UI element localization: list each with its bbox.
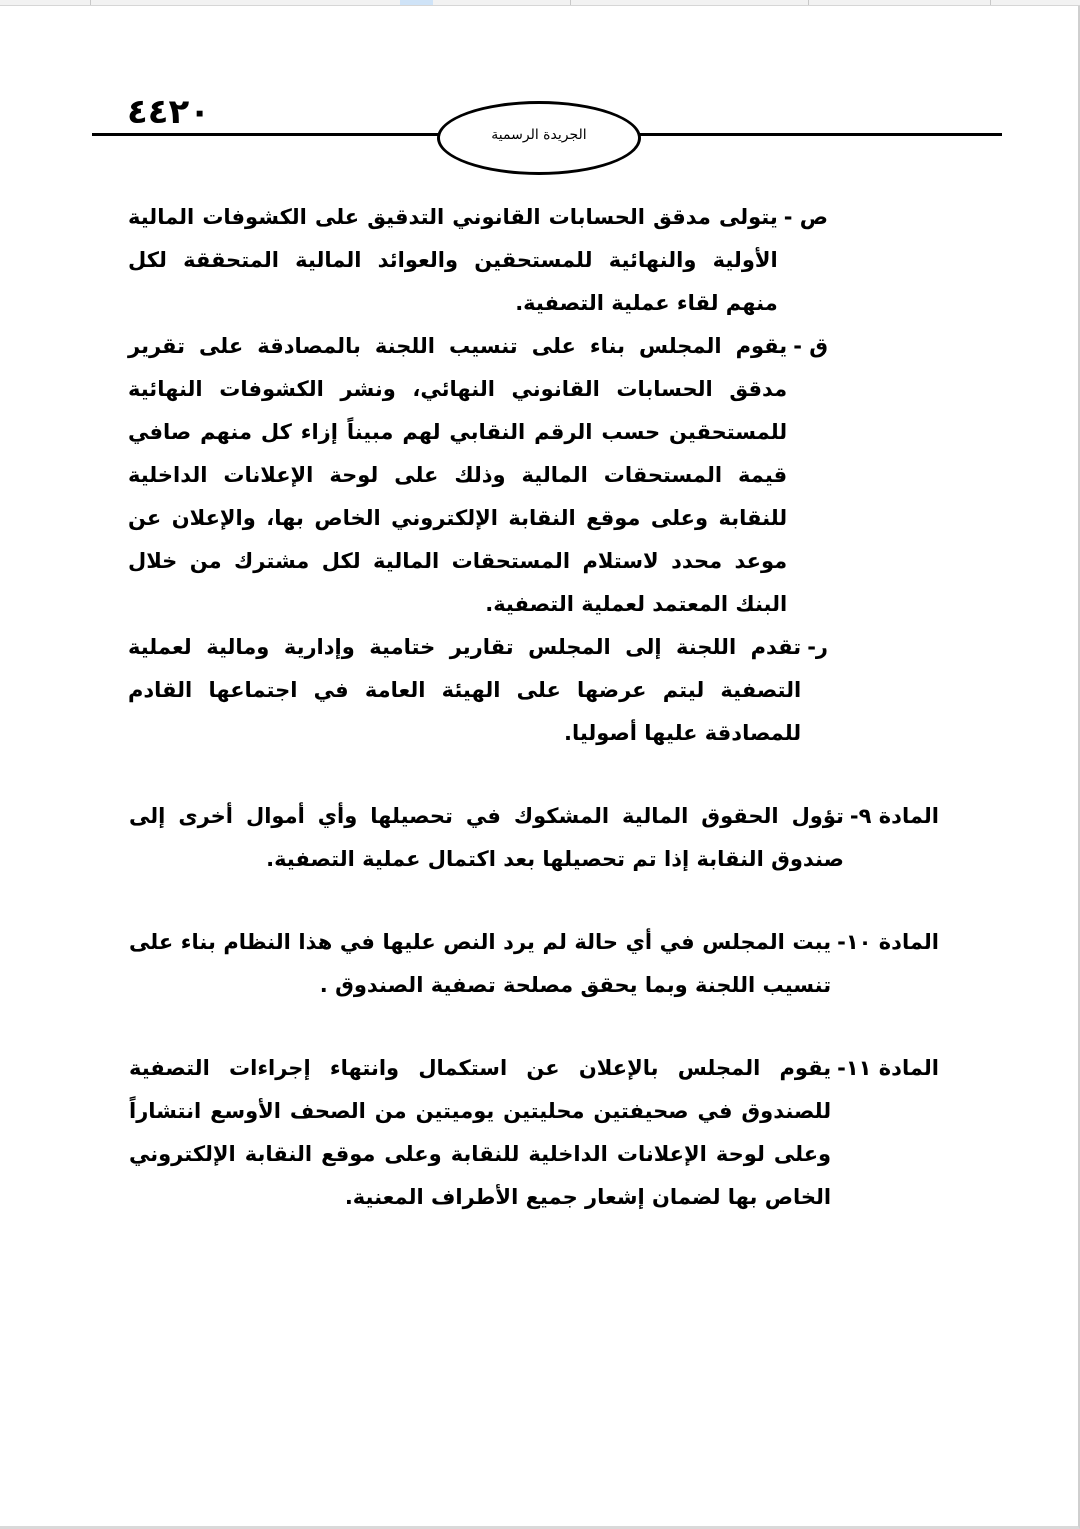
strip-divider: [570, 0, 571, 5]
gazette-header-oval: [437, 101, 641, 175]
article-text: تؤول الحقوق المالية المشكوك في تحصيلها وأي أموال أخرى إلى صندوق النقابة إذا تم تحصيلها بعد اكتمال عملية التصفية.: [129, 804, 844, 871]
strip-divider: [90, 0, 91, 5]
article-label: المادة ١١-: [837, 1056, 939, 1080]
clause-label: ق -: [793, 334, 828, 358]
clause-item: [128, 196, 828, 325]
article-text: يقوم المجلس بالإعلان عن استكمال وانتهاء إجراءات التصفية للصندوق في صحيفتين محليتين يوميتين من الصحف الأوسع انتشاراً وعلى لوحة الإعلانات الداخلية للنقابة وعلى موقع النقابة الإلكتروني الخاص بها لضمان إشعار جميع الأطراف المعنية.: [129, 1056, 832, 1209]
clause-label: ر-: [807, 635, 828, 659]
document-body: [110, 196, 954, 1219]
clause-item: [128, 626, 828, 755]
spacer: [110, 1007, 954, 1047]
spacer: [110, 881, 954, 921]
clause-text: يقوم المجلس بناء على تنسيب اللجنة بالمصادقة على تقرير مدقق الحسابات القانوني النهائي، ونشر الكشوفات النهائية للمستحقين حسب الرقم النقابي لهم مبيناً إزاء كل منهم صافي قيمة المستحقات المالية وذلك على لوحة الإعلانات الداخلية للنقابة وعلى موقع النقابة الإلكتروني الخاص بها، والإعلان عن موعد محدد لاستلام المستحقات المالية لكل مشترك من خلال البنك المعتمد لعملية التصفية.: [128, 334, 788, 616]
clause-label: ص -: [783, 205, 828, 229]
article-9: [129, 795, 939, 881]
article-label: المادة ٩-: [849, 804, 939, 828]
article-label: المادة ١٠-: [837, 930, 939, 954]
article-11: [129, 1047, 939, 1219]
strip-divider: [990, 0, 991, 5]
strip-highlight: [400, 0, 433, 5]
clause-text: تقدم اللجنة إلى المجلس تقارير ختامية وإدارية ومالية لعملية التصفية ليتم عرضها على الهيئة العامة في اجتماعها القادم للمصادقة عليها أصوليا.: [128, 635, 802, 745]
clause-item: [128, 325, 828, 626]
spacer: [110, 755, 954, 795]
viewer-top-strip: [0, 0, 1080, 6]
strip-divider: [808, 0, 809, 5]
clause-text: يتولى مدقق الحسابات القانوني التدقيق على الكشوفات المالية الأولية والنهائية للمستحقين والعوائد المالية المتحققة لكل منهم لقاء عملية التصفية.: [128, 205, 778, 315]
page-number: ٤٤٢٠: [127, 92, 211, 132]
article-10: [129, 921, 939, 1007]
article-text: يبت المجلس في أي حالة لم يرد النص عليها في هذا النظام بناء على تنسيب اللجنة وبما يحقق مصلحة تصفية الصندوق .: [129, 930, 832, 997]
gazette-name: الجريدة الرسمية: [491, 127, 587, 143]
